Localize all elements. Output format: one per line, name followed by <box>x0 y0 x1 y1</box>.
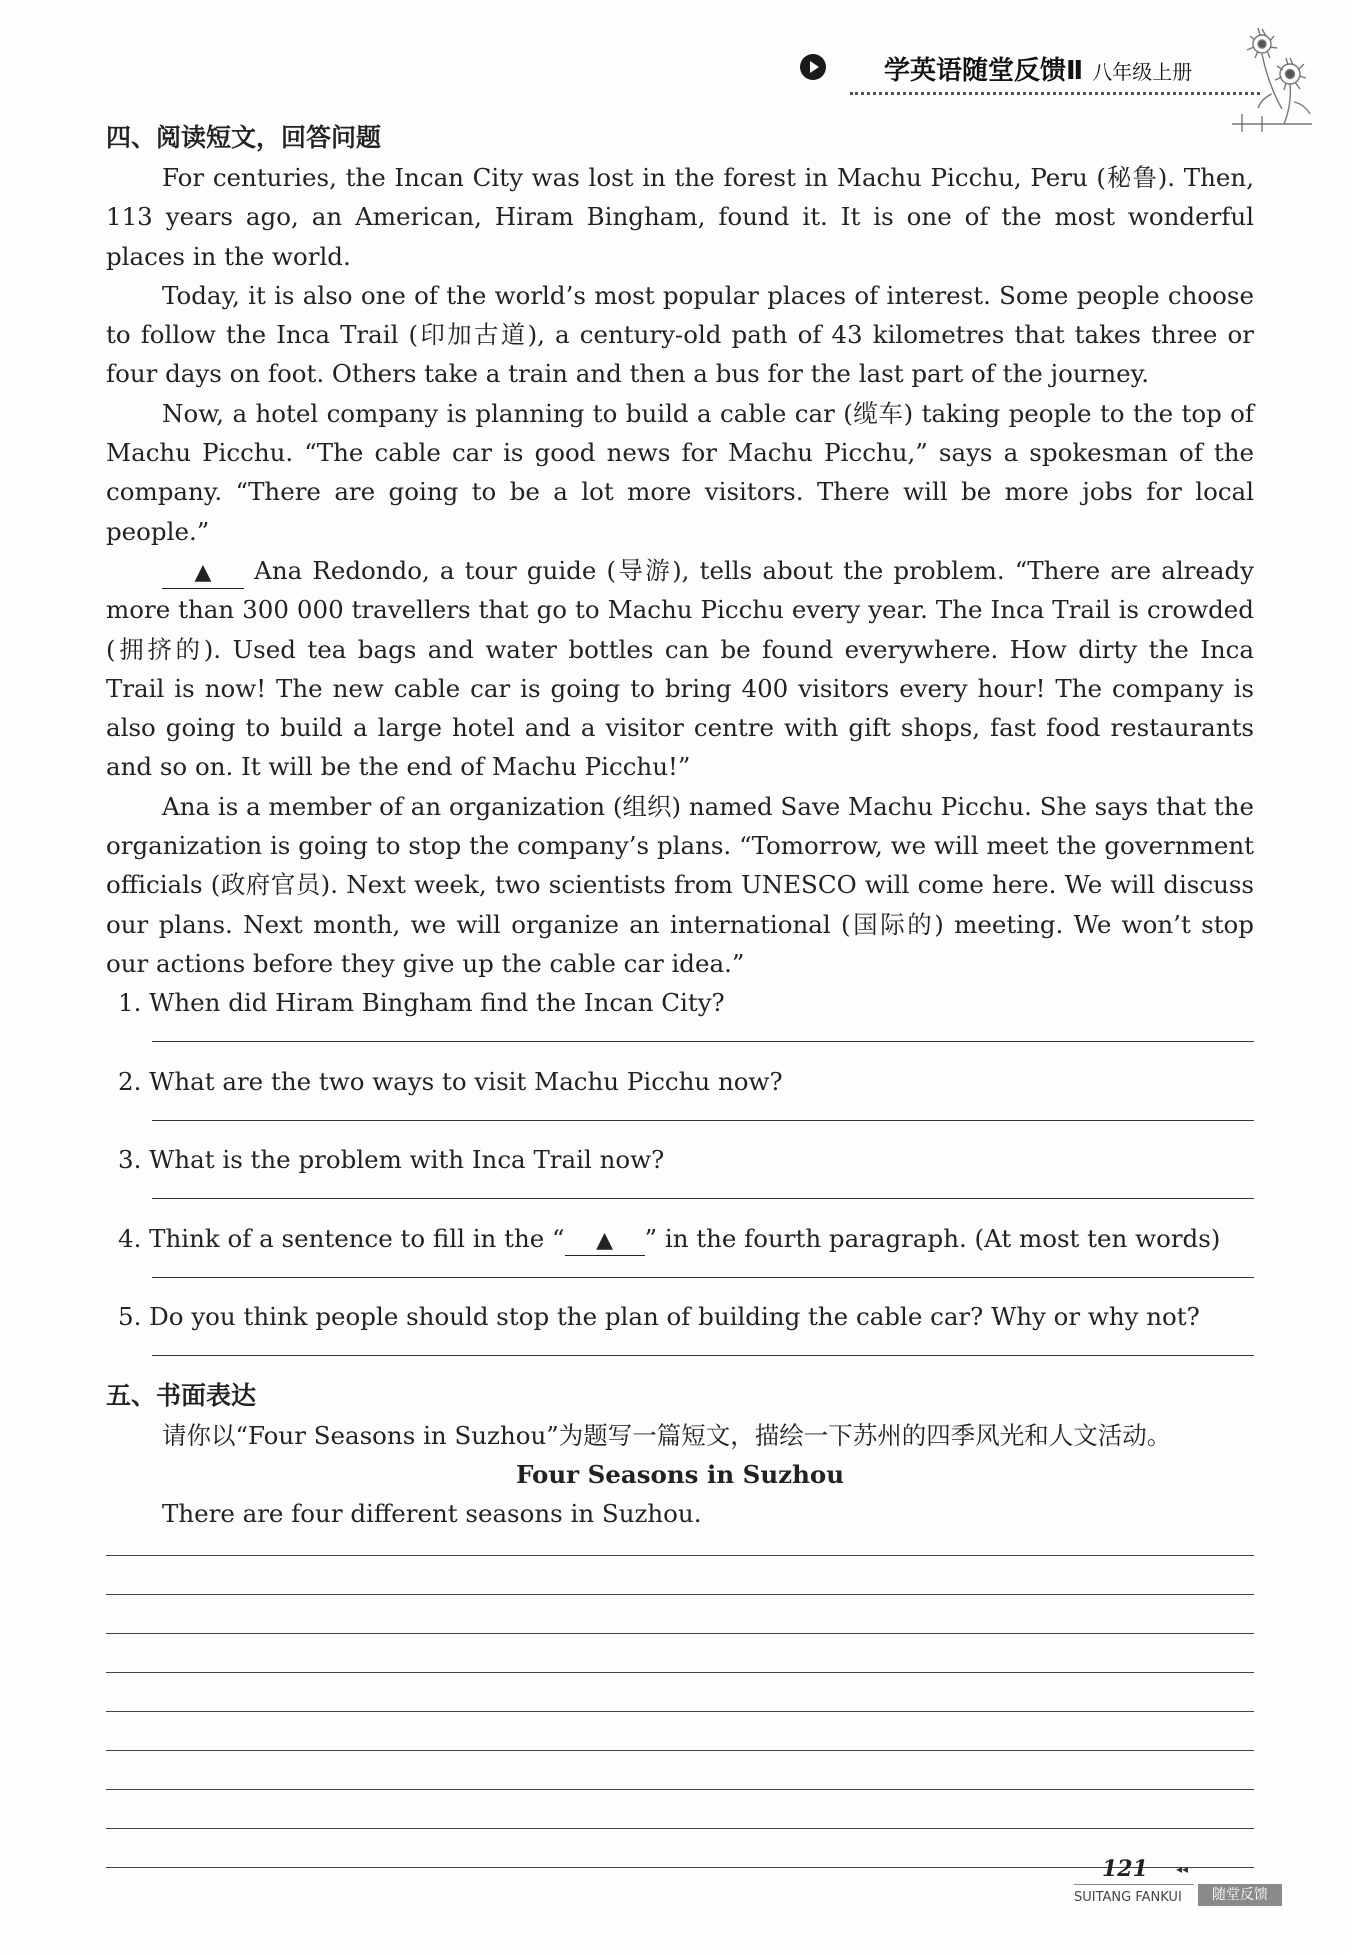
reading-paragraph-4-text: Ana Redondo, a tour guide (导游), tells about the problem. “There are already more than 300 000 travellers that go to Machu Picchu every year. The Inca Trail is crowded (拥挤的). Used tea bags and water bottles can be found everywhere. How dirty the Inca Trail is now! The new cable car is going to bring 400 visitors every hour! The company is also going to build a large hotel and a visitor centre with gift shops, fast food restaurants and so on. It will be the end of Machu Picchu!” <box>106 555 1254 782</box>
reading-paragraph-4 <box>106 551 1254 787</box>
question-2 <box>106 1062 1254 1141</box>
question-1 <box>106 983 1254 1062</box>
question-5 <box>106 1297 1254 1376</box>
writing-line[interactable] <box>106 1633 1254 1634</box>
section-5-title: 五、书面表达 <box>106 1380 257 1410</box>
section-4-title: 四、阅读短文，回答问题 <box>106 123 382 152</box>
question-text: 5. Do you think people should stop the plan of building the cable car? Why or why not? <box>118 1302 1200 1332</box>
question-text: 1. When did Hiram Bingham find the Incan City? <box>118 988 725 1018</box>
reading-paragraph-5: Ana is a member of an organization (组织) named Save Machu Picchu. She says that the organization is going to stop the company’s plans. “Tomorrow, we will meet the government officials (政府官员). Next week, two scientists from UNESCO will come here. We will discuss our plans. Next month, we will organize an international (国际的) meeting. We won’t stop our actions before they give up the cable car idea.” <box>106 791 1254 978</box>
writing-area <box>106 1533 1254 1894</box>
writing-line[interactable] <box>106 1789 1254 1790</box>
writing-line[interactable] <box>106 1867 1254 1868</box>
play-icon <box>800 54 826 80</box>
footer-badge: 随堂反馈 <box>1198 1884 1282 1906</box>
question-3 <box>106 1140 1254 1219</box>
book-title <box>884 50 1192 87</box>
book-grade: 八年级上册 <box>1092 60 1193 84</box>
writing-line[interactable] <box>106 1594 1254 1595</box>
question-text: 2. What are the two ways to visit Machu Picchu now? <box>118 1066 783 1096</box>
question-list <box>106 983 1254 1376</box>
answer-line[interactable] <box>152 1198 1254 1199</box>
footer-rule <box>1074 1884 1194 1885</box>
question-4-text-before: 4. Think of a sentence to fill in the “ <box>118 1223 565 1253</box>
paragraph-blank-triangle: ▲ <box>162 558 244 589</box>
reading-paragraph-3: Now, a hotel company is planning to build a cable car (缆车) taking people to the top of Machu Picchu. “The cable car is good news for Machu Picchu,” says a spokesman of the company. “There are going to be a lot more visitors. There will be more jobs for local people.” <box>106 398 1254 546</box>
question-text <box>118 1219 1220 1258</box>
question-4-text-after: ” in the fourth paragraph. (At most ten words) <box>644 1223 1221 1253</box>
question-text: 3. What is the problem with Inca Trail now? <box>118 1145 665 1175</box>
writing-line[interactable] <box>106 1711 1254 1712</box>
writing-line[interactable] <box>106 1672 1254 1673</box>
question-4 <box>106 1219 1254 1298</box>
page-header <box>800 44 1270 104</box>
reading-paragraph-2: Today, it is also one of the world’s most popular places of interest. Some people choose to follow the Inca Trail (印加古道), a century-old path of 43 kilometres that takes three or four days on foot. Others take a train and then a bus for the last part of the journey. <box>106 280 1254 389</box>
back-arrows-icon: ◂◂ <box>1176 1862 1189 1876</box>
reading-paragraph-1: For centuries, the Incan City was lost in the forest in Machu Picchu, Peru (秘鲁). Then, 113 years ago, an American, Hiram Bingham, found it. It is one of the most wonderful places in the world. <box>106 163 1254 271</box>
header-dotted-rule <box>850 92 1260 95</box>
writing-line[interactable] <box>106 1750 1254 1751</box>
question-blank-triangle: ▲ <box>565 1227 645 1256</box>
book-title-text: 学英语随堂反馈Ⅱ <box>884 56 1084 86</box>
answer-line[interactable] <box>152 1277 1254 1278</box>
writing-line[interactable] <box>106 1555 1254 1556</box>
essay-opening-sentence: There are four different seasons in Suzhou. <box>162 1499 702 1529</box>
answer-line[interactable] <box>152 1120 1254 1121</box>
writing-line[interactable] <box>106 1828 1254 1829</box>
footer-brand: SUITANG FANKUI <box>1074 1890 1182 1905</box>
page-number: 121 <box>1102 1856 1148 1882</box>
sunflower-decoration-icon <box>1222 14 1322 134</box>
essay-title: Four Seasons in Suzhou <box>515 1460 845 1490</box>
page-content <box>106 118 1254 1894</box>
answer-line[interactable] <box>152 1041 1254 1042</box>
answer-line[interactable] <box>152 1355 1254 1356</box>
writing-prompt: 请你以“Four Seasons in Suzhou”为题写一篇短文，描绘一下苏州的四季风光和人文活动。 <box>162 1420 1172 1450</box>
